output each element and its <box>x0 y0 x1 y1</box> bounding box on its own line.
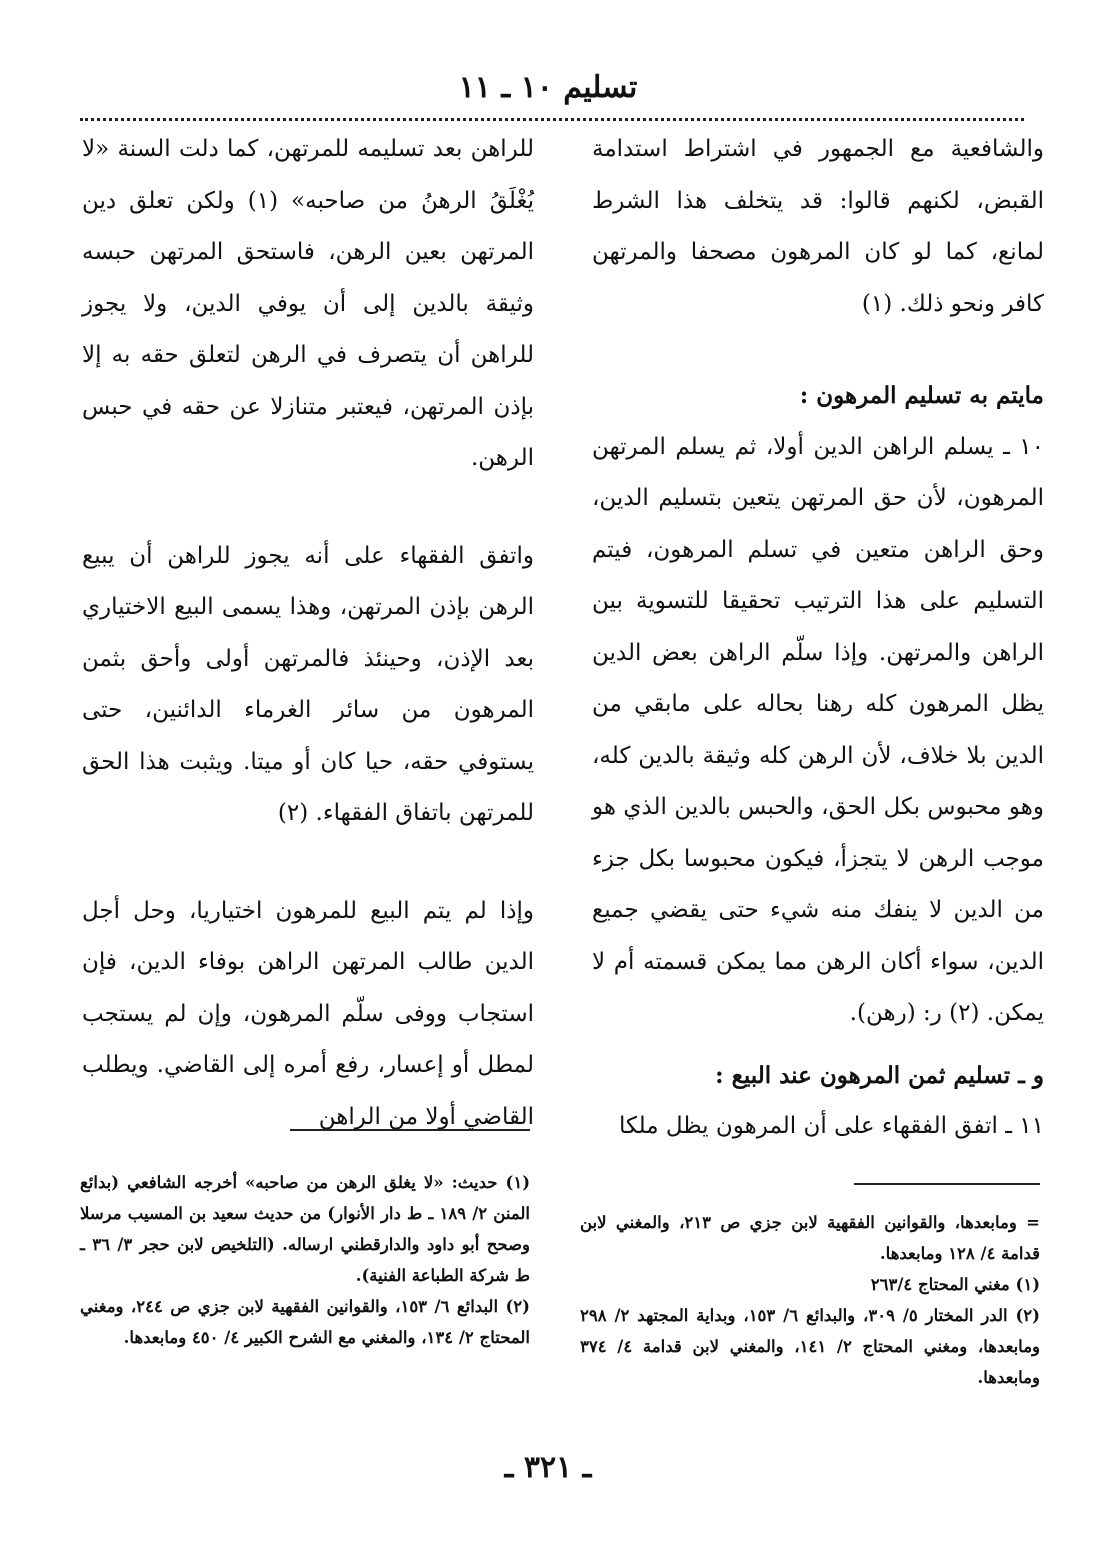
footnotes-left <box>80 1167 530 1353</box>
left-column <box>82 124 534 1143</box>
paragraph: للراهن بعد تسليمه للمرتهن، كما دلت السنة «لا يُغْلَقُ الرهنُ من صاحبه» (١) ولكن تعلق دين المرتهن بعين الرهن، فاستحق المرتهن حبسه وثيقة بالدين إلى أن يوفي الدين، ولا يجوز للراهن أن يتصرف في الرهن لتعلق حقه به إلا بإذن المرتهن، فيعتبر متنازلا عن حقه في حبس الرهن. <box>82 136 534 471</box>
footnote-divider <box>290 1129 530 1131</box>
footnote: = ومابعدها، والقوانين الفقهية لابن جزي ص ٢١٣، والمغني لابن قدامة ٤/ ١٢٨ ومابعدها. <box>580 1213 1040 1263</box>
section-heading: مايتم به تسليم المرهون : <box>799 382 1044 409</box>
footnote-divider <box>854 1183 1040 1185</box>
paragraph: والشافعية مع الجمهور في اشتراط استدامة القبض، لكنهم قالوا: قد يتخلف هذا الشرط لمانع، كما لو كان المرهون مصحفا والمرتهن كافر ونحو ذلك. (١) <box>592 136 1044 317</box>
paragraph: ١٠ ـ يسلم الراهن الدين أولا، ثم يسلم المرتهن المرهون، لأن حق المرتهن يتعين بتسليم الدين، وحق الراهن متعين في تسلم المرهون، فيتم التسليم على هذا الترتيب تحقيقا للتسوية بين الراهن والمرتهن. وإذا سلّم الراهن بعض الدين يظل المرهون كله رهنا بحاله على مابقي من الدين بلا خلاف، لأن الرهن كله وثيقة بالدين كله، وهو محبوس بكل الحق، والحبس بالدين الذي هو موجب الرهن لا يتجزأ، فيكون محبوسا بكل جزء من الدين لا ينفك منه شيء حتى يقضي جميع الدين، سواء أكان الرهن مما يمكن قسمته أم لا يمكن. (٢) ر: (رهن). <box>592 433 1044 1026</box>
paragraph: وإذا لم يتم البيع للمرهون اختياريا، وحل أجل الدين طالب المرتهن الراهن بوفاء الدين، فإن استجاب ووفى سلّم المرهون، وإن لم يستجب لمطل أو إعسار، رفع أمره إلى القاضي. ويطلب القاضي أولا من الراهن <box>82 897 534 1130</box>
paragraph: واتفق الفقهاء على أنه يجوز للراهن أن يبيع الرهن بإذن المرتهن، وهذا يسمى البيع الاختياري بعد الإذن، وحينئذ فالمرتهن أولى وأحق بثمن المرهون من سائر الغرماء الدائنين، حتى يستوفي حقه، حيا كان أو ميتا. ويثبت هذا الحق للمرتهن باتفاق الفقهاء. (٢) <box>82 542 534 826</box>
page-title: تسليم ١٠ ـ ١١ <box>458 70 638 105</box>
footnote: (٢) البدائع ٦/ ١٥٣، والقوانين الفقهية لابن جزي ص ٢٤٤، ومغني المحتاج ٢/ ١٣٤، والمغني مع الشرح الكبير ٤/ ٤٥٠ ومابعدها. <box>80 1297 530 1347</box>
footnote: (٢) الدر المختار ٥/ ٣٠٩، والبدائع ٦/ ١٥٣، وبداية المجتهد ٢/ ٢٩٨ ومابعدها، ومغني المحتاج ٢/ ١٤١، والمغني لابن قدامة ٤/ ٣٧٤ ومابعدها. <box>580 1306 1041 1387</box>
right-column <box>592 124 1044 1153</box>
header-divider <box>80 118 1024 121</box>
paragraph: ١١ ـ اتفق الفقهاء على أن المرهون يظل ملكا <box>618 1113 1044 1139</box>
footnote: (١) مغني المحتاج ٢٦٣/٤ <box>870 1275 1040 1294</box>
page-number: ـ ٣٢١ ـ <box>504 1450 592 1485</box>
footnotes-right <box>580 1207 1040 1393</box>
footnote: (١) حديث: «لا يغلق الرهن من صاحبه» أخرجه الشافعي (بدائع المنن ٢/ ١٨٩ ـ ط دار الأنوار) من حديث سعيد بن المسيب مرسلا وصحح أبو داود والدارقطني ارساله. (التلخيص لابن حجر ٣/ ٣٦ ـ ط شركة الطباعة الفنية). <box>80 1173 531 1285</box>
section-heading: و ـ تسليم ثمن المرهون عند البيع : <box>715 1061 1044 1089</box>
